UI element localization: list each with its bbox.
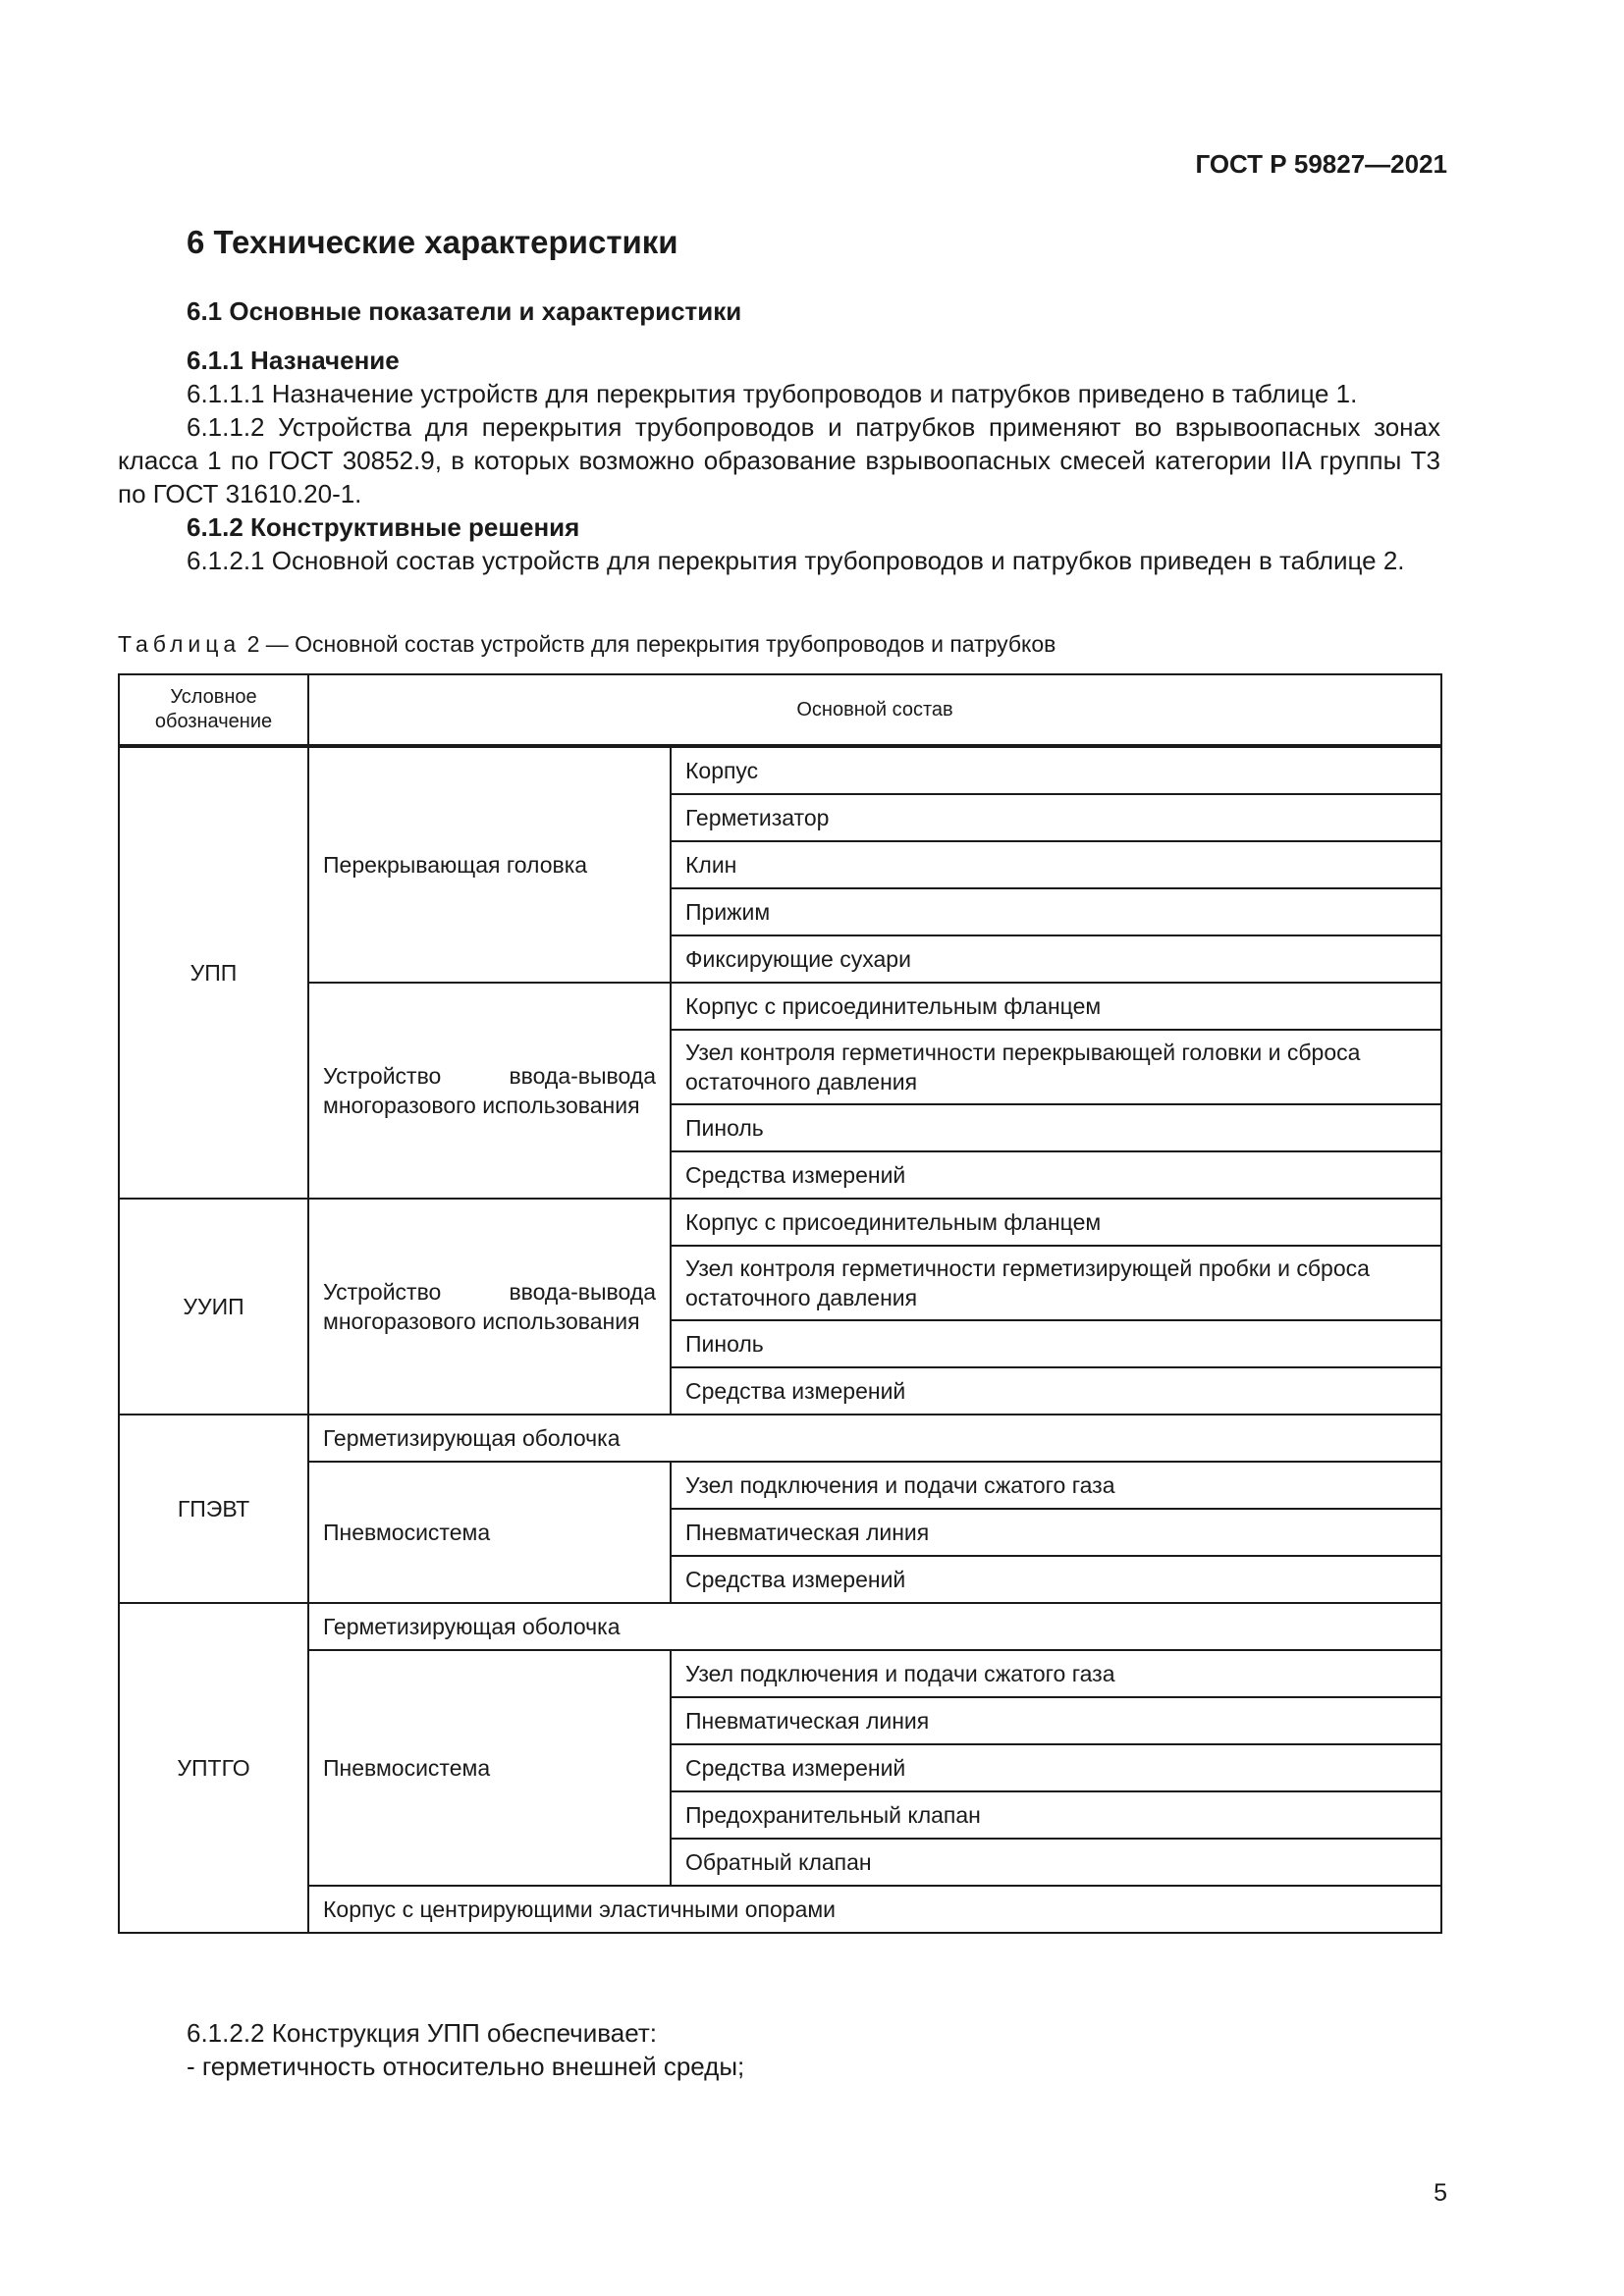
table-row [119, 746, 1441, 794]
item-cell: Фиксирующие сухари [671, 935, 1441, 983]
group-shell-uptgo: Герметизирующая оболочка [308, 1603, 1441, 1650]
table-row [119, 1415, 1441, 1462]
item-cell: Средства измерений [671, 1367, 1441, 1415]
item-cell: Узел подключения и подачи сжатого газа [671, 1650, 1441, 1697]
list-item: - герметичность относительно внешней среды; [187, 2052, 745, 2081]
group-shell-gpevt: Герметизирующая оболочка [308, 1415, 1441, 1462]
table-header-row [119, 674, 1441, 746]
item-cell: Предохранительный клапан [671, 1791, 1441, 1839]
item-cell: Корпус [671, 746, 1441, 794]
item-cell: Пиноль [671, 1104, 1441, 1151]
item-cell: Корпус с присоединительным фланцем [671, 1199, 1441, 1246]
code-uuip: УУИП [119, 1199, 308, 1415]
item-cell: Герметизатор [671, 794, 1441, 841]
group-head: Перекрывающая головка [308, 746, 671, 983]
clause-6-1-1-2: 6.1.1.2 Устройства для перекрытия трубопроводов и патрубков применяют во взрывоопасных зонах класса 1 по ГОСТ 30852.9, в которых возможно образование взрывоопасных смесей категории IIA группы Т3 по ГОСТ 31610.20-1. [118, 412, 1440, 508]
table-row [119, 1650, 1441, 1697]
table-row [119, 1886, 1441, 1933]
item-cell: Корпус с присоединительным фланцем [671, 983, 1441, 1030]
item-cell: Обратный клапан [671, 1839, 1441, 1886]
group-pneumo-uptgo: Пневмосистема [308, 1650, 671, 1886]
item-cell: Средства измерений [671, 1556, 1441, 1603]
item-cell: Пневматическая линия [671, 1509, 1441, 1556]
table-caption-text: 2 — Основной состав устройств для перекрытия трубопроводов и патрубков [246, 631, 1056, 657]
group-body-uptgo: Корпус с центрирующими эластичными опорами [308, 1886, 1441, 1933]
item-cell: Пиноль [671, 1320, 1441, 1367]
composition-table [118, 673, 1442, 1934]
clause-6-1-2-title: 6.1.2 Конструктивные решения [187, 512, 580, 542]
table-row [119, 983, 1441, 1030]
item-cell: Узел подключения и подачи сжатого газа [671, 1462, 1441, 1509]
table-caption-label: Таблица [118, 631, 242, 657]
item-cell: Средства измерений [671, 1151, 1441, 1199]
clause-6-1-1-title: 6.1.1 Назначение [187, 346, 400, 375]
code-upp: УПП [119, 746, 308, 1199]
item-cell: Средства измерений [671, 1744, 1441, 1791]
table-row [119, 1199, 1441, 1246]
subsection-title: 6.1 Основные показатели и характеристики [187, 296, 742, 326]
section-title: 6 Технические характеристики [187, 224, 678, 260]
clause-6-1-2-2: 6.1.2.2 Конструкция УПП обеспечивает: [187, 2018, 657, 2048]
table-row [119, 1603, 1441, 1650]
table-caption [118, 631, 1056, 658]
item-cell: Узел контроля герметичности герметизирующей пробки и сброса остаточного давления [671, 1246, 1441, 1320]
header-designation: Условное обозначение [119, 674, 308, 746]
page-number: 5 [1434, 2179, 1447, 2207]
item-cell: Пневматическая линия [671, 1697, 1441, 1744]
code-gpevt: ГПЭВТ [119, 1415, 308, 1603]
code-uptgo: УПТГО [119, 1603, 308, 1933]
group-device-upp: Устройство ввода-вывода многоразового использования [308, 983, 671, 1199]
table-row [119, 1462, 1441, 1509]
clause-6-1-2-1: 6.1.2.1 Основной состав устройств для перекрытия трубопроводов и патрубков приведен в таблице 2. [187, 546, 1405, 575]
item-cell: Узел контроля герметичности перекрывающей головки и сброса остаточного давления [671, 1030, 1441, 1104]
item-cell: Клин [671, 841, 1441, 888]
item-cell: Прижим [671, 888, 1441, 935]
group-pneumo-gpevt: Пневмосистема [308, 1462, 671, 1603]
clause-6-1-1-1: 6.1.1.1 Назначение устройств для перекрытия трубопроводов и патрубков приведено в таблице 1. [187, 379, 1358, 408]
group-device-uuip: Устройство ввода-вывода многоразового использования [308, 1199, 671, 1415]
document-id-header: ГОСТ Р 59827—2021 [1195, 149, 1447, 179]
header-composition: Основной состав [308, 674, 1441, 746]
